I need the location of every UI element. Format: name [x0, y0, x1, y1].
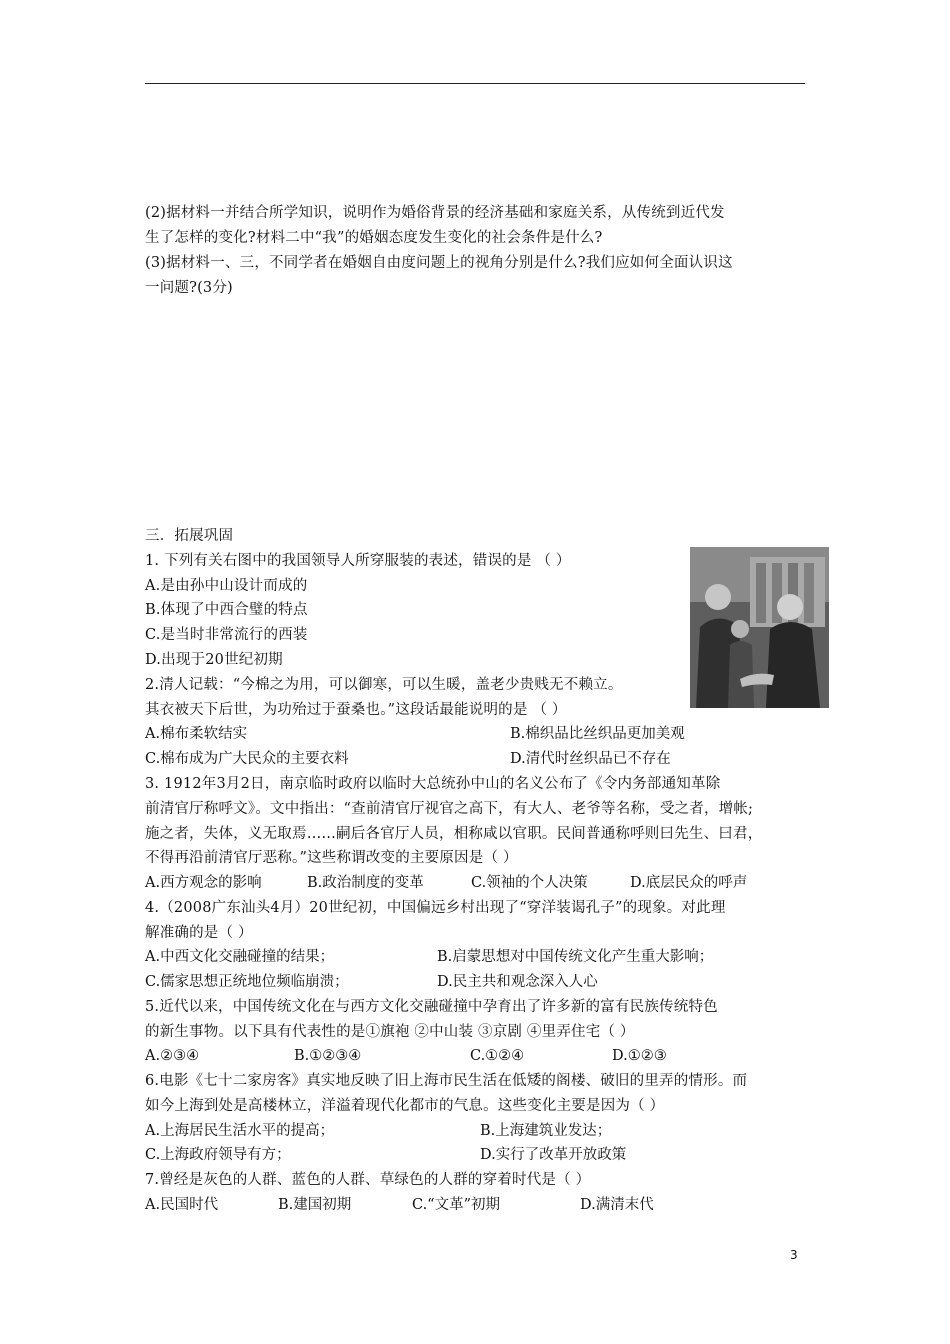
item-2-stem-line-1: 2.清人记载：“今棉之为用，可以御寒，可以生暖，盖老少贵贱无不赖立。 [145, 677, 623, 693]
item-1-option-c: C.是当时非常流行的西装 [145, 627, 308, 643]
item-4-option-a: A.中西文化交融碰撞的结果； [145, 949, 335, 965]
item-2-option-c: C.棉布成为广大民众的主要衣料 [145, 751, 349, 767]
question-3-line-2: 一问题?(3分) [145, 280, 233, 296]
item-4-option-c: C.儒家思想正统地位频临崩溃； [145, 974, 349, 990]
item-3-option-c: C.领袖的个人决策 [471, 875, 588, 891]
item-3-stem-line-4: 不得再沿前清官厅恶称。”这些称谓改变的主要原因是（ ） [145, 850, 518, 866]
item-5-option-d: D.①②③ [612, 1048, 667, 1064]
item-3-option-d: D.底层民众的呼声 [630, 875, 748, 891]
item-6-option-a: A.上海居民生活水平的提高； [145, 1123, 335, 1139]
item-5-option-b: B.①②③④ [294, 1048, 362, 1064]
item-5-stem-line-2: 的新生事物。以下具有代表性的是①旗袍 ②中山装 ③京剧 ④里弄住宅（ ） [145, 1024, 635, 1040]
item-3-stem-line-1: 3. 1912年3月2日，南京临时政府以临时大总统孙中山的名义公布了《令内务部通知革除 [145, 776, 721, 792]
item-4-stem-line-2: 解准确的是（ ） [145, 925, 253, 941]
item-4-stem-line-1: 4.（2008广东汕头4月）20世纪初，中国偏远乡村出现了“穿洋装谒孔子”的现象。对此理 [145, 900, 726, 916]
item-5-option-c: C.①②④ [470, 1048, 525, 1064]
item-3-stem-line-3: 施之者，失体，义无取焉……嗣后各官厅人员，相称咸以官职。民间普通称呼则曰先生、曰君， [145, 826, 763, 842]
question-2-line-1: (2)据材料一并结合所学知识，说明作为婚俗背景的经济基础和家庭关系，从传统到近代发 [145, 205, 725, 221]
item-4-option-d: D.民主共和观念深入人心 [437, 974, 598, 990]
item-4-option-b: B.启蒙思想对中国传统文化产生重大影响； [437, 949, 714, 965]
item-2-option-a: A.棉布柔软结实 [145, 726, 248, 742]
item-7-option-d: D.满清末代 [580, 1197, 654, 1213]
item-6-option-d: D.实行了改革开放政策 [480, 1147, 627, 1163]
item-7-option-a: A.民国时代 [145, 1197, 219, 1213]
question-2-line-2: 生了怎样的变化?材料二中“我”的婚姻态度发生变化的社会条件是什么? [145, 230, 603, 246]
item-3-stem-line-2: 前清官厅称呼文》。文中指出：“查前清官厅视官之高下，有大人、老爷等名称，受之者，增帐; [145, 801, 754, 817]
item-1-option-b: B.体现了中西合璧的特点 [145, 602, 308, 618]
header-rule [145, 83, 805, 84]
item-5-stem-line-1: 5.近代以来，中国传统文化在与西方文化交融碰撞中孕育出了许多新的富有民族传统特色 [145, 999, 718, 1015]
item-2-stem-line-2: 其衣被天下后世，为功殆过于蚕桑也。”这段话最能说明的是 （ ） [145, 702, 567, 718]
item-6-stem-line-1: 6.电影《七十二家房客》真实地反映了旧上海市民生活在低矮的阁楼、破旧的里弄的情形。而 [145, 1073, 748, 1089]
item-6-option-b: B.上海建筑业发达； [480, 1123, 612, 1139]
item-6-stem-line-2: 如今上海到处是高楼林立，洋溢着现代化都市的气息。这些变化主要是因为（ ） [145, 1098, 665, 1114]
item-6-option-c: C.上海政府领导有方； [145, 1147, 291, 1163]
section-title: 三．拓展巩固 [145, 528, 234, 544]
item-1-option-d: D.出现于20世纪初期 [145, 652, 283, 668]
page-number: 3 [790, 1248, 798, 1262]
item-5-option-a: A.②③④ [145, 1048, 200, 1064]
item-2-option-b: B.棉织品比丝织品更加美观 [510, 726, 685, 742]
item-1-option-a: A.是由孙中山设计而成的 [145, 578, 308, 594]
item-7-option-c: C.“文革”初期 [412, 1197, 501, 1213]
item-1-stem: 1. 下列有关右图中的我国领导人所穿服装的表述，错误的是 （ ） [145, 553, 571, 569]
item-7-option-b: B.建国初期 [278, 1197, 352, 1213]
item-7-stem: 7.曾经是灰色的人群、蓝色的人群、草绿色的人群的穿着时代是（ ） [145, 1172, 591, 1188]
item-3-option-a: A.西方观念的影响 [145, 875, 262, 891]
leaders-photo [690, 547, 829, 708]
question-3-line-1: (3)据材料一、三，不同学者在婚姻自由度问题上的视角分别是什么?我们应如何全面认识这 [145, 255, 733, 271]
item-2-option-d: D.清代时丝织品已不存在 [510, 751, 671, 767]
item-3-option-b: B.政治制度的变革 [307, 875, 424, 891]
